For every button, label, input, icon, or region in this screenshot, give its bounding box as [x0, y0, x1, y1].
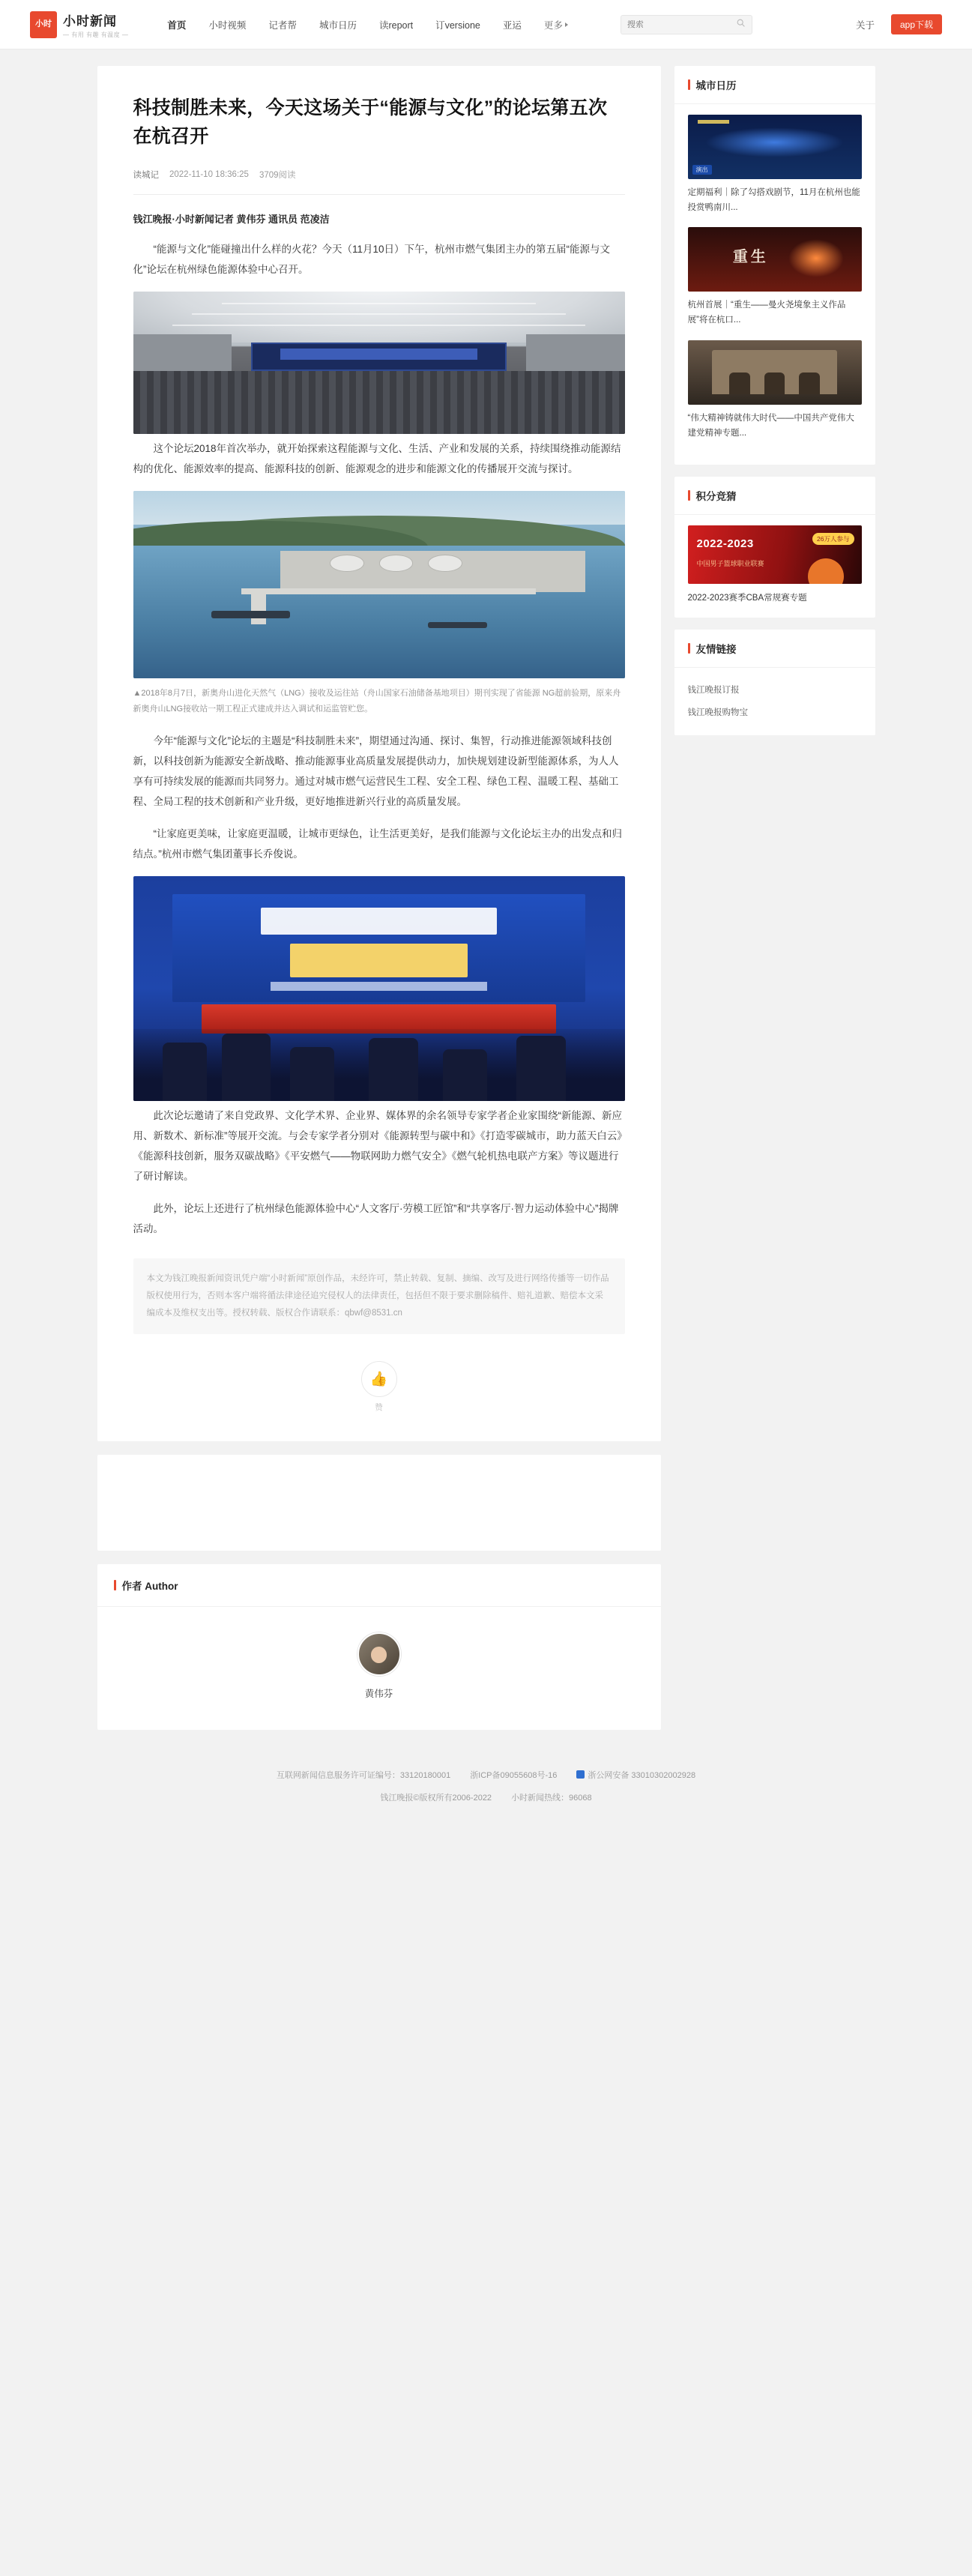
article-image-lng-terminal: [133, 491, 625, 678]
sidebar: [674, 66, 875, 1730]
cba-banner-subtitle: 中国男子篮球职业联赛: [696, 559, 764, 567]
like-button[interactable]: [361, 1361, 397, 1397]
footer-copyright: 钱江晚报©版权所有2006-2022: [380, 1793, 492, 1803]
about-link[interactable]: 关于: [855, 19, 875, 31]
thumbs-up-icon: 👍: [369, 1371, 388, 1387]
article-paragraph: “让家庭更美味，让家庭更温暖，让城市更绿色，让生活更美好，是我们能源与文化论坛主办的出发点和归结点。”杭州市燃气集团董事长乔俊说。: [133, 827, 622, 860]
score-guess-title: 积分竞猜: [695, 490, 737, 502]
chevron-right-icon: [565, 22, 568, 27]
author-card: [97, 1564, 661, 1730]
accent-bar-icon: [114, 1580, 116, 1590]
nav-item-more[interactable]: [544, 18, 568, 31]
nav-item-city-calendar[interactable]: 城市日历: [319, 19, 357, 31]
like-label: 赞: [375, 1402, 383, 1412]
basketball-icon: [808, 558, 844, 584]
city-calendar-title: 城市日历: [695, 80, 737, 91]
footer-icp[interactable]: 浙ICP备09055608号-16: [470, 1770, 558, 1780]
list-item[interactable]: [688, 340, 862, 441]
search-icon[interactable]: [736, 18, 746, 31]
article-image-unveiling-ceremony: [133, 876, 625, 1101]
site-header: [0, 0, 972, 49]
city-calendar-card: [674, 66, 875, 465]
main-nav: [167, 18, 568, 31]
nav-item-reporter-help[interactable]: 记者帮: [268, 19, 297, 31]
friend-links-title: 友情链接: [695, 643, 737, 655]
list-item[interactable]: [688, 227, 862, 328]
nav-more-label: 更多: [543, 19, 563, 31]
author-card-title: 作者 Author: [121, 1580, 178, 1592]
logo-mark-icon: 小时: [30, 11, 57, 38]
logo-title: 小时新闻: [63, 13, 117, 28]
score-guess-card: [674, 477, 875, 618]
search-box[interactable]: [621, 15, 752, 34]
article-image-caption: ▲2018年8月7日，新奥舟山进化天然气（LNG）接收及运往站（舟山国家石油储备基地项目）期刊实现了省能源 NG超前验期，原来舟新奥舟山LNG接收站一期工程正式建成并达入调试和运监管贮您。: [133, 689, 621, 714]
article-paragraph: 此外，论坛上还进行了杭州绿色能源体验中心“人文客厅·劳模工匠馆”和“共享客厅·智力运动体验中心”揭牌活动。: [133, 1202, 619, 1234]
nav-item-read-city[interactable]: 读report: [378, 19, 414, 31]
nav-item-home[interactable]: 首页: [167, 19, 187, 31]
page-container: [0, 49, 972, 1730]
copyright-disclaimer: 本文为钱江晚报新闻资讯凭户端“小时新闻”原创作品，未经许可，禁止转载、复制、摘编、改写及进行网络传播等一切作品版权使用行为，否则本客户端将循法律途径追究侵权人的法律责任，包括但不限于要求删除稿件、赔礼道歉、赔偿本文采编成本及维权支出等。授权转载、版权合作请联系：qbwf@8531.cn: [133, 1258, 625, 1334]
accent-bar-icon: [688, 79, 690, 90]
logo-subtitle: — 有用 有趣 有温度 —: [63, 31, 129, 38]
gov-shield-icon: [576, 1770, 585, 1779]
meta-divider: [133, 194, 625, 195]
article-paragraph: “能源与文化”能碰撞出什么样的火花？今天（11月10日）下午，杭州市燃气集团主办的第五届“能源与文化”论坛在杭州绿色能源体验中心召开。: [133, 244, 611, 275]
ad-placeholder: [97, 1455, 661, 1551]
calendar-item-title: 杭州首展｜“重生——曼火尧境象主义作品展”将在杭口...: [687, 301, 846, 325]
calendar-thumb-3: [688, 340, 862, 405]
city-calendar-header: [674, 66, 875, 104]
article-source: 读城记: [133, 171, 159, 180]
avatar[interactable]: [357, 1632, 401, 1676]
article-card: [97, 66, 661, 1441]
main-column: [97, 66, 661, 1730]
cba-banner-tag: 26万人参与: [812, 533, 854, 545]
footer-hotline: 小时新闻热线：96068: [511, 1793, 592, 1803]
author-name: 黄伟芬: [364, 1688, 393, 1699]
list-item[interactable]: [688, 115, 862, 215]
friend-link-shop[interactable]: 钱江晚报购物宝: [687, 708, 748, 717]
site-footer: [0, 1749, 972, 1829]
page-title: 科技制胜未来，今天这场关于“能源与文化”的论坛第五次在杭召开: [133, 97, 608, 147]
article-paragraph: 这个论坛2018年首次举办，就开始探索这程能源与文化、生活、产业和发展的关系，持续围绕推动能源结构的优化、能源效率的提高、能源科技的创新、能源观念的进步和能源文化的传播展开交流与探讨。: [133, 443, 621, 474]
accent-bar-icon: [688, 643, 690, 654]
calendar-thumb-2: 重生: [688, 227, 862, 292]
article-byline: 钱江晚报·小时新闻记者 黄伟芬 通讯员 范凌洁: [133, 214, 330, 225]
calendar-item-title: 定期福利｜除了勾搭戏剧节，11月在杭州也能投赏鸭南川...: [687, 188, 860, 213]
article-paragraph: 今年“能源与文化”论坛的主题是“科技制胜未来”，期望通过沟通、探讨、集智，行动推进能源领域科技创新，以科技创新为能源安全新战略、推动能源事业高质量发展提供动力，加快规划建设新型能源体系，为人人享有可持续发展的能源而共同努力。通过对城市燃气运营民生工程、安全工程、绿色工程、温暖工程、基础工程、全局工程的技术创新和产业升级，更好地推进新兴行业的高质量发展。: [133, 735, 619, 807]
footer-gov-record[interactable]: 浙公网安备 33010302002928: [576, 1769, 695, 1781]
author-card-header: [97, 1564, 661, 1607]
friend-links-header: [674, 630, 875, 668]
article-meta: [133, 169, 625, 181]
nav-item-video[interactable]: 小时视频: [208, 19, 247, 31]
article-reads: 3709阅读: [259, 171, 296, 180]
nav-item-subscribe[interactable]: 订versione: [435, 19, 480, 31]
cba-banner-year: 2022-2023: [696, 537, 754, 550]
site-logo[interactable]: [30, 10, 128, 39]
calendar-thumb-1: 演出: [688, 115, 862, 179]
cba-banner[interactable]: [688, 525, 862, 584]
search-input[interactable]: [627, 20, 732, 29]
footer-license: 互联网新闻信息服务许可证编号：33120180001: [276, 1770, 451, 1780]
friend-link-subscribe[interactable]: 钱江晚报订报: [687, 685, 740, 695]
app-download-button[interactable]: app下载: [891, 14, 942, 34]
like-section: [133, 1361, 625, 1413]
article-time: 2022-11-10 18:36:25: [169, 170, 249, 179]
article-image-conference-hall: [133, 292, 625, 434]
nav-item-asian-games[interactable]: 亚运: [502, 19, 522, 31]
accent-bar-icon: [688, 490, 690, 501]
friend-links-card: [674, 630, 875, 735]
cba-caption[interactable]: 2022-2023赛季CBA常规赛专题: [687, 593, 807, 603]
article-paragraph: 此次论坛邀请了来自党政界、文化学术界、企业界、媒体界的余名领导专家学者企业家围绕“新能源、新应用、新数术、新标准”等展开交流。与会专家学者分别对《能源转型与碳中和》《打造零碳城市，助力蓝天白云》《能源科技创新，服务双碳战略》《平安燃气——物联网助力燃气安全》《燃气轮机热电联产方案》等议题进行了研讨解读。: [133, 1109, 622, 1182]
score-guess-header: [674, 477, 875, 515]
calendar-item-title: “伟大精神铸就伟大时代——中国共产党伟大建党精神专题...: [687, 413, 854, 438]
